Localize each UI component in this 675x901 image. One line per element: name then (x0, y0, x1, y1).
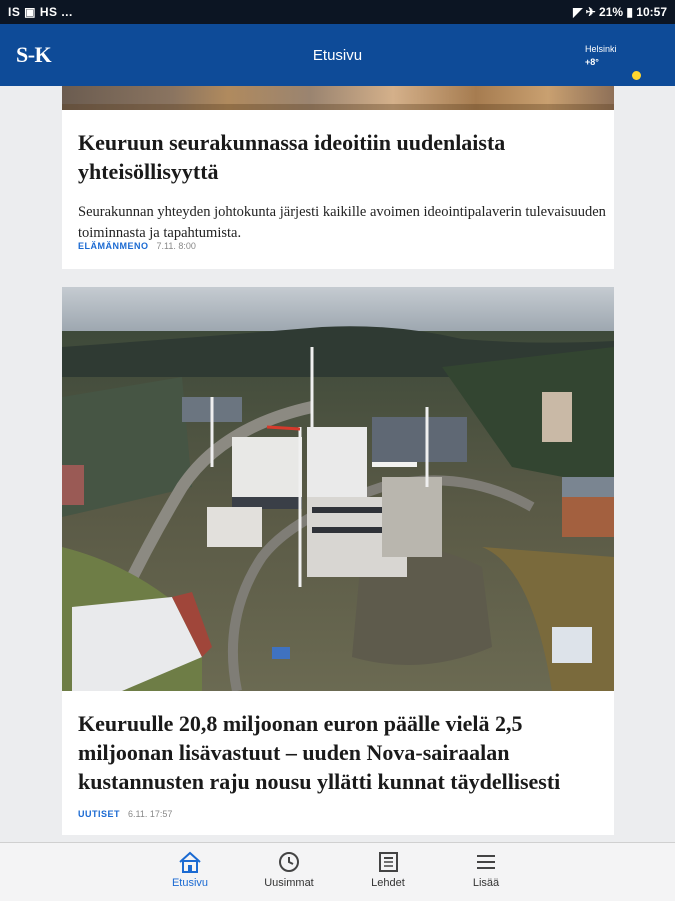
nav-item-label: Uusimmat (264, 877, 314, 889)
app-logo[interactable]: S-K (16, 42, 52, 67)
weather-widget[interactable] (585, 43, 617, 69)
article-card[interactable] (62, 287, 614, 835)
bottom-navigation (0, 842, 675, 901)
weather-city: Helsinki (585, 44, 617, 54)
article-image (62, 86, 614, 110)
nav-item-label: Lisää (472, 877, 500, 889)
article-time: 6.11. 17:57 (128, 809, 173, 819)
article-meta (78, 809, 172, 819)
article-image (62, 287, 614, 691)
home-icon (178, 851, 202, 873)
newspaper-icon (376, 851, 400, 873)
article-time: 7.11. 8:00 (156, 241, 196, 251)
article-card[interactable] (62, 86, 614, 269)
sun-icon (632, 71, 641, 80)
nav-item-label: Etusivu (171, 877, 209, 889)
weather-temperature: +8° (585, 57, 599, 67)
page-title: Etusivu (312, 47, 363, 64)
menu-icon (474, 851, 498, 873)
status-notifications: IS ▣ HS ... (8, 5, 73, 19)
article-headline[interactable]: Keuruun seurakunnassa ideoitiin uudenlaista yhteisöllisyyttä (78, 130, 506, 184)
article-summary: Seurakunnan yhteyden johtokunta järjesti kaikille avoimen ideointipalaverin tulevaisuuden toiminnasta ja tapahtumista. (78, 204, 606, 241)
nav-item-lehdet[interactable] (348, 851, 428, 889)
app-bar (0, 24, 675, 86)
article-category[interactable]: ELÄMÄNMENO (78, 241, 149, 251)
article-headline[interactable]: Keuruulle 20,8 miljoonan euron päälle vielä 2,5 miljoonan lisävastuut – uuden Nova-sairaalan kustannusten raju nousu yllätti kunnat täydellisesti (78, 711, 561, 794)
article-category[interactable]: UUTISET (78, 809, 121, 819)
nav-item-uusimmat[interactable] (249, 851, 329, 889)
nav-item-etusivu[interactable] (150, 851, 230, 889)
article-feed[interactable] (0, 86, 675, 842)
nav-item-label: Lehdet (371, 877, 405, 889)
status-system-info: ◤ ✈ 21% ▮ 10:57 (573, 5, 667, 19)
clock-icon (277, 851, 301, 873)
status-bar (0, 0, 675, 24)
nav-item-lisaa[interactable] (446, 851, 526, 889)
article-meta (78, 241, 196, 251)
